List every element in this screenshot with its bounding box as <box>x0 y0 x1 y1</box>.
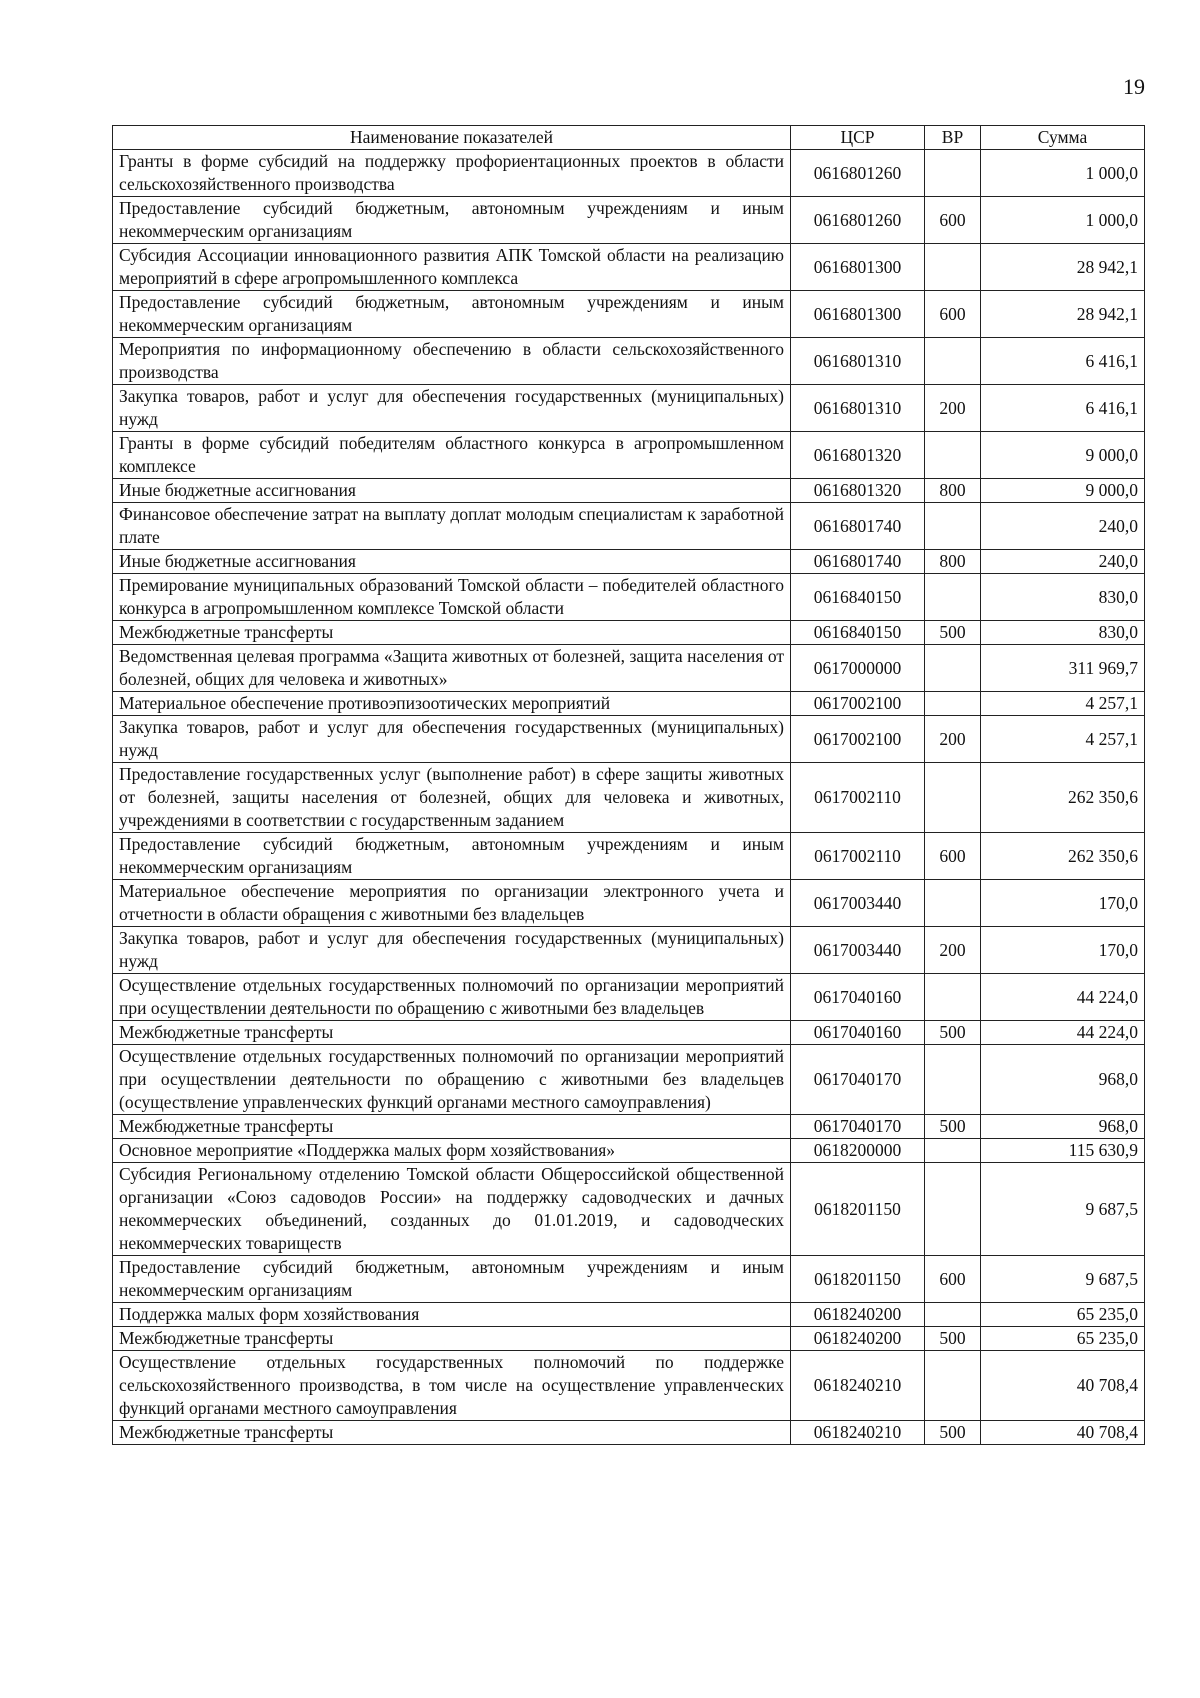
row-code: 0618201150 <box>791 1163 925 1256</box>
table-row <box>113 574 1145 621</box>
row-sum: 9 687,5 <box>981 1163 1145 1256</box>
row-code: 0616801740 <box>791 550 925 574</box>
row-name: Иные бюджетные ассигнования <box>113 479 791 503</box>
row-code: 0617040170 <box>791 1045 925 1115</box>
table-row <box>113 974 1145 1021</box>
row-name: Мероприятия по информационному обеспечению в области сельскохозяйственного производства <box>113 338 791 385</box>
row-code: 0618201150 <box>791 1256 925 1303</box>
row-sum: 1 000,0 <box>981 150 1145 197</box>
row-name: Межбюджетные трансферты <box>113 1115 791 1139</box>
row-name: Закупка товаров, работ и услуг для обеспечения государственных (муниципальных) нужд <box>113 716 791 763</box>
table-row <box>113 621 1145 645</box>
row-name: Иные бюджетные ассигнования <box>113 550 791 574</box>
row-code: 0617000000 <box>791 645 925 692</box>
table-row <box>113 1421 1145 1445</box>
row-sum: 4 257,1 <box>981 692 1145 716</box>
row-sum: 6 416,1 <box>981 385 1145 432</box>
row-code: 0616801320 <box>791 432 925 479</box>
row-vr <box>925 974 981 1021</box>
header-name: Наименование показателей <box>113 126 791 150</box>
row-name: Субсидия Региональному отделению Томской области Общероссийской общественной организации «Союз садоводов России» на поддержку садоводческих и дачных некоммерческих объединений, созданных до 01.01.2019, и садоводческих некоммерческих товариществ <box>113 1163 791 1256</box>
row-code: 0616801320 <box>791 479 925 503</box>
row-sum: 240,0 <box>981 550 1145 574</box>
table-body <box>113 150 1145 1445</box>
table-row <box>113 1021 1145 1045</box>
row-name: Предоставление субсидий бюджетным, автономным учреждениям и иным некоммерческим организациям <box>113 833 791 880</box>
row-name: Осуществление отдельных государственных полномочий по организации мероприятий при осуществлении деятельности по обращению с животными без владельцев <box>113 974 791 1021</box>
row-name: Закупка товаров, работ и услуг для обеспечения государственных (муниципальных) нужд <box>113 927 791 974</box>
row-sum: 28 942,1 <box>981 244 1145 291</box>
row-name: Осуществление отдельных государственных полномочий по поддержке сельскохозяйственного производства, в том числе на осуществление управленческих функций органами местного самоуправления <box>113 1351 791 1421</box>
row-sum: 65 235,0 <box>981 1327 1145 1351</box>
row-name: Предоставление субсидий бюджетным, автономным учреждениям и иным некоммерческим организациям <box>113 1256 791 1303</box>
table-row <box>113 1139 1145 1163</box>
row-sum: 1 000,0 <box>981 197 1145 244</box>
row-sum: 9 000,0 <box>981 479 1145 503</box>
row-vr <box>925 574 981 621</box>
row-name: Предоставление субсидий бюджетным, автономным учреждениям и иным некоммерческим организациям <box>113 291 791 338</box>
row-code: 0616801300 <box>791 291 925 338</box>
page-number: 19 <box>1123 74 1145 99</box>
row-name: Субсидия Ассоциации инновационного развития АПК Томской области на реализацию мероприятий в сфере агропромышленного комплекса <box>113 244 791 291</box>
row-name: Материальное обеспечение мероприятия по организации электронного учета и отчетности в области обращения с животными без владельцев <box>113 880 791 927</box>
table-row <box>113 763 1145 833</box>
row-vr <box>925 763 981 833</box>
row-code: 0616840150 <box>791 621 925 645</box>
table-row <box>113 338 1145 385</box>
table-row <box>113 1115 1145 1139</box>
table-row <box>113 479 1145 503</box>
table-row <box>113 645 1145 692</box>
row-code: 0617002100 <box>791 716 925 763</box>
row-sum: 4 257,1 <box>981 716 1145 763</box>
table-row <box>113 197 1145 244</box>
table-row <box>113 692 1145 716</box>
row-name: Материальное обеспечение противоэпизоотических мероприятий <box>113 692 791 716</box>
row-code: 0616801260 <box>791 150 925 197</box>
row-code: 0618240200 <box>791 1327 925 1351</box>
table-row <box>113 1303 1145 1327</box>
row-vr <box>925 1045 981 1115</box>
header-vr: ВР <box>925 126 981 150</box>
row-code: 0617040170 <box>791 1115 925 1139</box>
row-vr <box>925 1303 981 1327</box>
row-code: 0616801740 <box>791 503 925 550</box>
row-sum: 28 942,1 <box>981 291 1145 338</box>
row-code: 0617002100 <box>791 692 925 716</box>
row-code: 0618200000 <box>791 1139 925 1163</box>
row-vr: 600 <box>925 1256 981 1303</box>
budget-table <box>112 125 1145 1445</box>
row-vr: 800 <box>925 479 981 503</box>
row-sum: 9 687,5 <box>981 1256 1145 1303</box>
table-row <box>113 1045 1145 1115</box>
row-vr: 500 <box>925 621 981 645</box>
row-name: Финансовое обеспечение затрат на выплату доплат молодым специалистам к заработной плате <box>113 503 791 550</box>
row-sum: 9 000,0 <box>981 432 1145 479</box>
row-vr: 200 <box>925 716 981 763</box>
row-name: Предоставление субсидий бюджетным, автономным учреждениям и иным некоммерческим организациям <box>113 197 791 244</box>
row-vr: 500 <box>925 1327 981 1351</box>
row-sum: 65 235,0 <box>981 1303 1145 1327</box>
row-vr <box>925 503 981 550</box>
table-row <box>113 503 1145 550</box>
row-sum: 830,0 <box>981 621 1145 645</box>
table-row <box>113 880 1145 927</box>
row-sum: 40 708,4 <box>981 1421 1145 1445</box>
table-row <box>113 432 1145 479</box>
row-name: Предоставление государственных услуг (выполнение работ) в сфере защиты животных от болезней, защиты населения от болезней, общих для человека и животных, учреждениями в соответствии с государственным заданием <box>113 763 791 833</box>
table-row <box>113 291 1145 338</box>
row-code: 0617002110 <box>791 833 925 880</box>
row-vr <box>925 645 981 692</box>
row-name: Осуществление отдельных государственных полномочий по организации мероприятий при осуществлении деятельности по обращению с животными без владельцев (осуществление управленческих функций органами местного самоуправления) <box>113 1045 791 1115</box>
row-name: Гранты в форме субсидий на поддержку профориентационных проектов в области сельскохозяйственного производства <box>113 150 791 197</box>
row-name: Межбюджетные трансферты <box>113 1421 791 1445</box>
header-code: ЦСР <box>791 126 925 150</box>
row-sum: 968,0 <box>981 1045 1145 1115</box>
row-vr <box>925 244 981 291</box>
header-sum: Сумма <box>981 126 1145 150</box>
row-vr: 500 <box>925 1421 981 1445</box>
row-name: Межбюджетные трансферты <box>113 1327 791 1351</box>
row-sum: 170,0 <box>981 927 1145 974</box>
row-name: Ведомственная целевая программа «Защита животных от болезней, защита населения от болезней, общих для человека и животных» <box>113 645 791 692</box>
row-sum: 44 224,0 <box>981 974 1145 1021</box>
row-vr: 500 <box>925 1021 981 1045</box>
table-row <box>113 150 1145 197</box>
row-code: 0617002110 <box>791 763 925 833</box>
row-vr <box>925 1351 981 1421</box>
row-sum: 115 630,9 <box>981 1139 1145 1163</box>
row-name: Межбюджетные трансферты <box>113 1021 791 1045</box>
row-name: Межбюджетные трансферты <box>113 621 791 645</box>
row-vr: 600 <box>925 833 981 880</box>
row-sum: 170,0 <box>981 880 1145 927</box>
table-row <box>113 833 1145 880</box>
row-vr <box>925 1139 981 1163</box>
row-name: Премирование муниципальных образований Томской области – победителей областного конкурса в агропромышленном комплексе Томской области <box>113 574 791 621</box>
row-code: 0617003440 <box>791 880 925 927</box>
row-sum: 240,0 <box>981 503 1145 550</box>
row-sum: 968,0 <box>981 1115 1145 1139</box>
row-sum: 311 969,7 <box>981 645 1145 692</box>
row-code: 0616840150 <box>791 574 925 621</box>
row-vr: 200 <box>925 385 981 432</box>
row-sum: 6 416,1 <box>981 338 1145 385</box>
row-sum: 40 708,4 <box>981 1351 1145 1421</box>
table-row <box>113 1163 1145 1256</box>
table-row <box>113 550 1145 574</box>
row-code: 0616801300 <box>791 244 925 291</box>
row-vr: 500 <box>925 1115 981 1139</box>
row-code: 0618240200 <box>791 1303 925 1327</box>
table-row <box>113 716 1145 763</box>
row-name: Закупка товаров, работ и услуг для обеспечения государственных (муниципальных) нужд <box>113 385 791 432</box>
row-code: 0617040160 <box>791 974 925 1021</box>
row-code: 0618240210 <box>791 1421 925 1445</box>
row-sum: 262 350,6 <box>981 763 1145 833</box>
row-vr <box>925 150 981 197</box>
row-code: 0618240210 <box>791 1351 925 1421</box>
table-row <box>113 385 1145 432</box>
row-name: Гранты в форме субсидий победителям областного конкурса в агропромышленном комплексе <box>113 432 791 479</box>
row-code: 0616801310 <box>791 385 925 432</box>
row-vr: 200 <box>925 927 981 974</box>
row-name: Поддержка малых форм хозяйствования <box>113 1303 791 1327</box>
row-vr <box>925 880 981 927</box>
row-code: 0616801260 <box>791 197 925 244</box>
table-row <box>113 1327 1145 1351</box>
row-vr <box>925 338 981 385</box>
row-vr <box>925 1163 981 1256</box>
table-row <box>113 1351 1145 1421</box>
table-row <box>113 244 1145 291</box>
table-row <box>113 1256 1145 1303</box>
row-code: 0617040160 <box>791 1021 925 1045</box>
table-header-row <box>113 126 1145 150</box>
row-code: 0617003440 <box>791 927 925 974</box>
row-vr: 600 <box>925 197 981 244</box>
row-sum: 830,0 <box>981 574 1145 621</box>
table-row <box>113 927 1145 974</box>
row-vr <box>925 432 981 479</box>
row-vr: 600 <box>925 291 981 338</box>
row-vr: 800 <box>925 550 981 574</box>
row-code: 0616801310 <box>791 338 925 385</box>
row-name: Основное мероприятие «Поддержка малых форм хозяйствования» <box>113 1139 791 1163</box>
row-vr <box>925 692 981 716</box>
row-sum: 44 224,0 <box>981 1021 1145 1045</box>
row-sum: 262 350,6 <box>981 833 1145 880</box>
